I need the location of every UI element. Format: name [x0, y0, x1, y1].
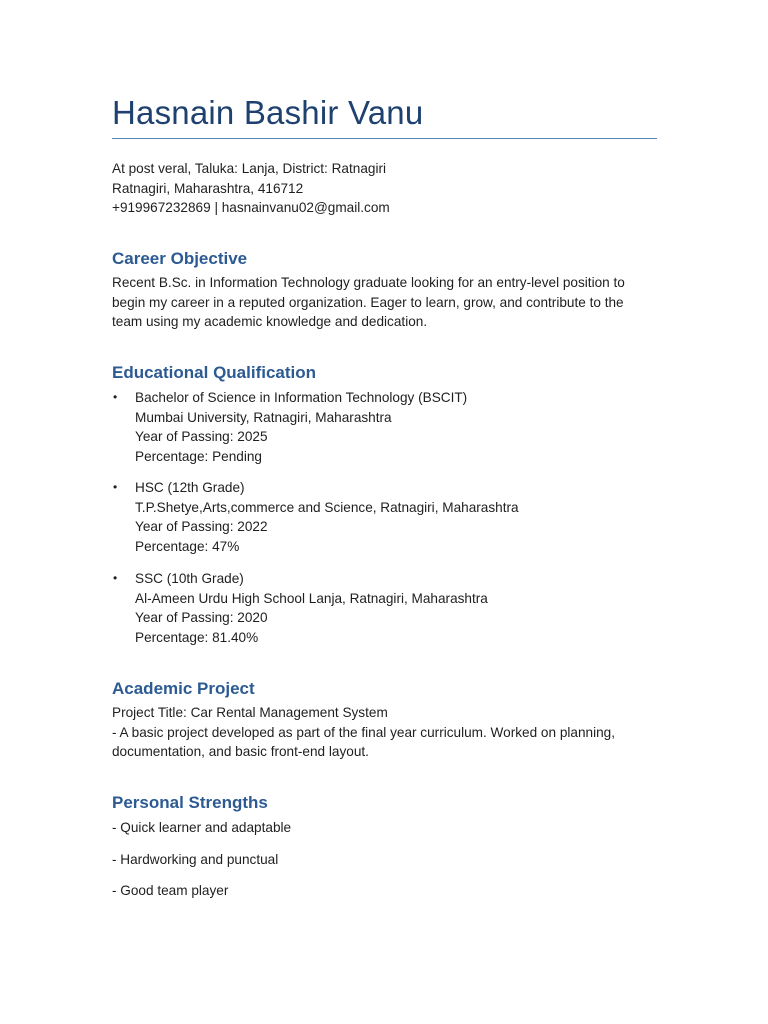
- strength-item: - Good team player: [112, 883, 229, 898]
- education-year: Year of Passing: 2025: [135, 429, 268, 444]
- candidate-name: Hasnain Bashir Vanu: [112, 94, 424, 131]
- career-line-2: begin my career in a reputed organization. Eager to learn, grow, and contribute to the: [112, 294, 624, 310]
- contact-city: Ratnagiri, Maharashtra, 416712: [112, 180, 304, 196]
- academic-project-text: [112, 703, 657, 762]
- personal-strengths-heading: Personal Strengths: [112, 793, 268, 812]
- career-objective-heading: Career Objective: [112, 249, 248, 268]
- contact-address: At post veral, Taluka: Lanja, District: Ratnagiri: [112, 161, 387, 176]
- education-percentage: Percentage: 81.40%: [135, 629, 259, 645]
- education-degree: SSC (10th Grade): [135, 571, 244, 586]
- education-institution: Al-Ameen Urdu High School Lanja, Ratnagiri, Maharashtra: [135, 590, 488, 606]
- career-line-3: team using my academic knowledge and dedication.: [112, 314, 428, 329]
- career-line-1: Recent B.Sc. in Information Technology graduate looking for an entry-level position to: [112, 275, 625, 290]
- project-title-line: Project Title: Car Rental Management System: [112, 705, 388, 720]
- education-institution: Mumbai University, Ratnagiri, Maharashtra: [135, 409, 392, 425]
- education-item-text: [135, 388, 655, 466]
- bullet-icon: •: [113, 390, 118, 404]
- academic-project-heading: Academic Project: [112, 679, 255, 698]
- bullet-icon: •: [113, 571, 118, 585]
- education-heading: Educational Qualification: [112, 363, 317, 382]
- strength-item: - Hardworking and punctual: [112, 852, 279, 867]
- education-year: Year of Passing: 2022: [135, 519, 268, 534]
- education-percentage: Percentage: Pending: [135, 448, 262, 464]
- education-institution: T.P.Shetye,Arts,commerce and Science, Ratnagiri, Maharashtra: [135, 499, 519, 515]
- education-item-text: [135, 569, 655, 647]
- contact-phone-email: +919967232869 | hasnainvanu02@gmail.com: [112, 200, 390, 215]
- bullet-icon: •: [113, 480, 118, 494]
- education-percentage: Percentage: 47%: [135, 538, 240, 554]
- education-degree: HSC (12th Grade): [135, 480, 245, 495]
- education-year: Year of Passing: 2020: [135, 610, 268, 625]
- project-desc-line-1: - A basic project developed as part of the final year curriculum. Worked on planning,: [112, 724, 615, 740]
- career-objective-text: [112, 273, 657, 332]
- education-item-text: [135, 478, 655, 556]
- strength-item: - Quick learner and adaptable: [112, 820, 292, 835]
- header-divider: [112, 138, 657, 139]
- project-desc-line-2: documentation, and basic front-end layout.: [112, 744, 369, 759]
- contact-block: [112, 159, 390, 218]
- education-degree: Bachelor of Science in Information Technology (BSCIT): [135, 390, 468, 405]
